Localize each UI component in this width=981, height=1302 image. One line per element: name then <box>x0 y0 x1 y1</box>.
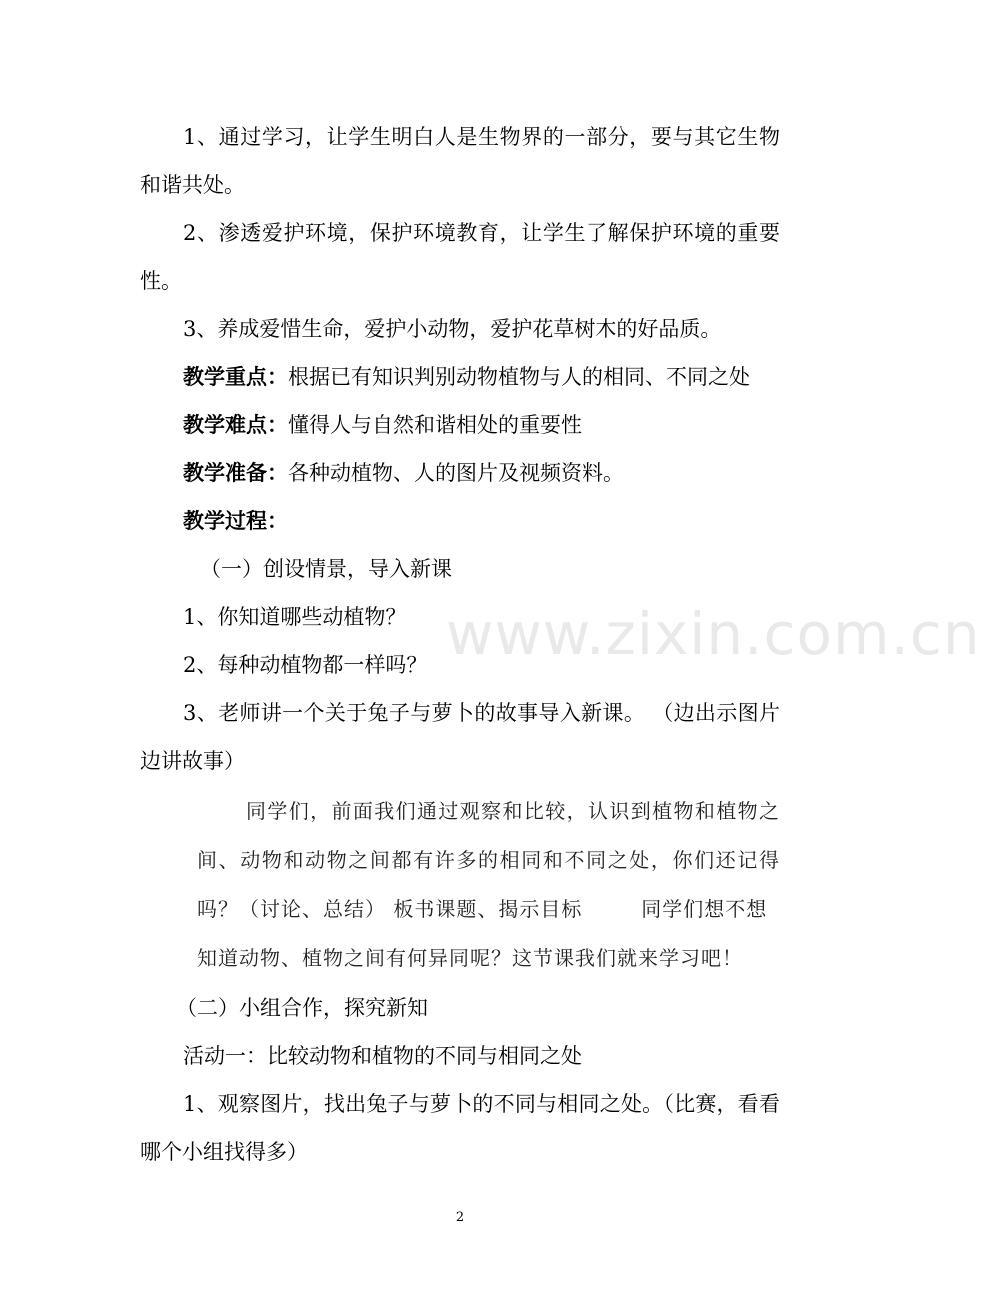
question-2: 2、每种动植物都一样吗？ <box>183 653 428 677</box>
quote-line-4: 知道动物、植物之间有何异同呢？这节课我们就来学习吧！ <box>197 946 743 970</box>
difficulty <box>183 410 582 440</box>
objective-3: 3、养成爱惜生命，爱护小动物，爱护花草树木的好品质。 <box>183 317 722 341</box>
key-point-text: 根据已有知识判别动物植物与人的相同、不同之处 <box>288 365 750 389</box>
key-point-label: 教学重点： <box>183 364 288 389</box>
question-1: 1、你知道哪些动植物？ <box>183 605 407 629</box>
difficulty-text: 懂得人与自然和谐相处的重要性 <box>288 413 582 437</box>
question-3-line-2: 边讲故事） <box>140 749 245 773</box>
objective-1-line-1: 1、通过学习，让学生明白人是生物界的一部分，要与其它生物 <box>183 125 780 149</box>
section-2-heading: （二）小组合作，探究新知 <box>176 996 428 1020</box>
quote-line-1: 同学们，前面我们通过观察和比较，认识到植物和植物之 <box>246 799 780 823</box>
objective-1-line-2: 和谐共处。 <box>140 173 245 197</box>
preparation-text: 各种动植物、人的图片及视频资料。 <box>288 461 624 485</box>
step-1-line-1: 1、观察图片，找出兔子与萝卜的不同与相同之处。（比赛，看看 <box>183 1092 780 1116</box>
quote-line-2: 间、动物和动物之间都有许多的相同和不同之处，你们还记得 <box>197 848 780 872</box>
activity-1-title: 活动一：比较动物和植物的不同与相同之处 <box>183 1044 582 1068</box>
difficulty-label: 教学难点： <box>183 412 288 437</box>
key-point <box>183 362 750 392</box>
step-1-line-2: 哪个小组找得多） <box>140 1140 308 1164</box>
objective-2-line-2: 性。 <box>140 269 182 293</box>
objective-2-line-1: 2、渗透爱护环境，保护环境教育，让学生了解保护环境的重要 <box>183 221 780 245</box>
page-number: 2 <box>455 1210 465 1225</box>
process-label: 教学过程： <box>183 508 288 533</box>
preparation-label: 教学准备： <box>183 460 288 485</box>
watermark: www.zixin.com.cn <box>446 600 981 668</box>
section-1-heading: （一）创设情景，导入新课 <box>200 557 452 581</box>
quote-line-3: 吗？（讨论、总结） 板书课题、揭示目标 同学们想不想 <box>197 897 768 921</box>
question-3-line-1: 3、老师讲一个关于兔子与萝卜的故事导入新课。 （边出示图片 <box>183 701 780 725</box>
preparation <box>183 458 624 488</box>
